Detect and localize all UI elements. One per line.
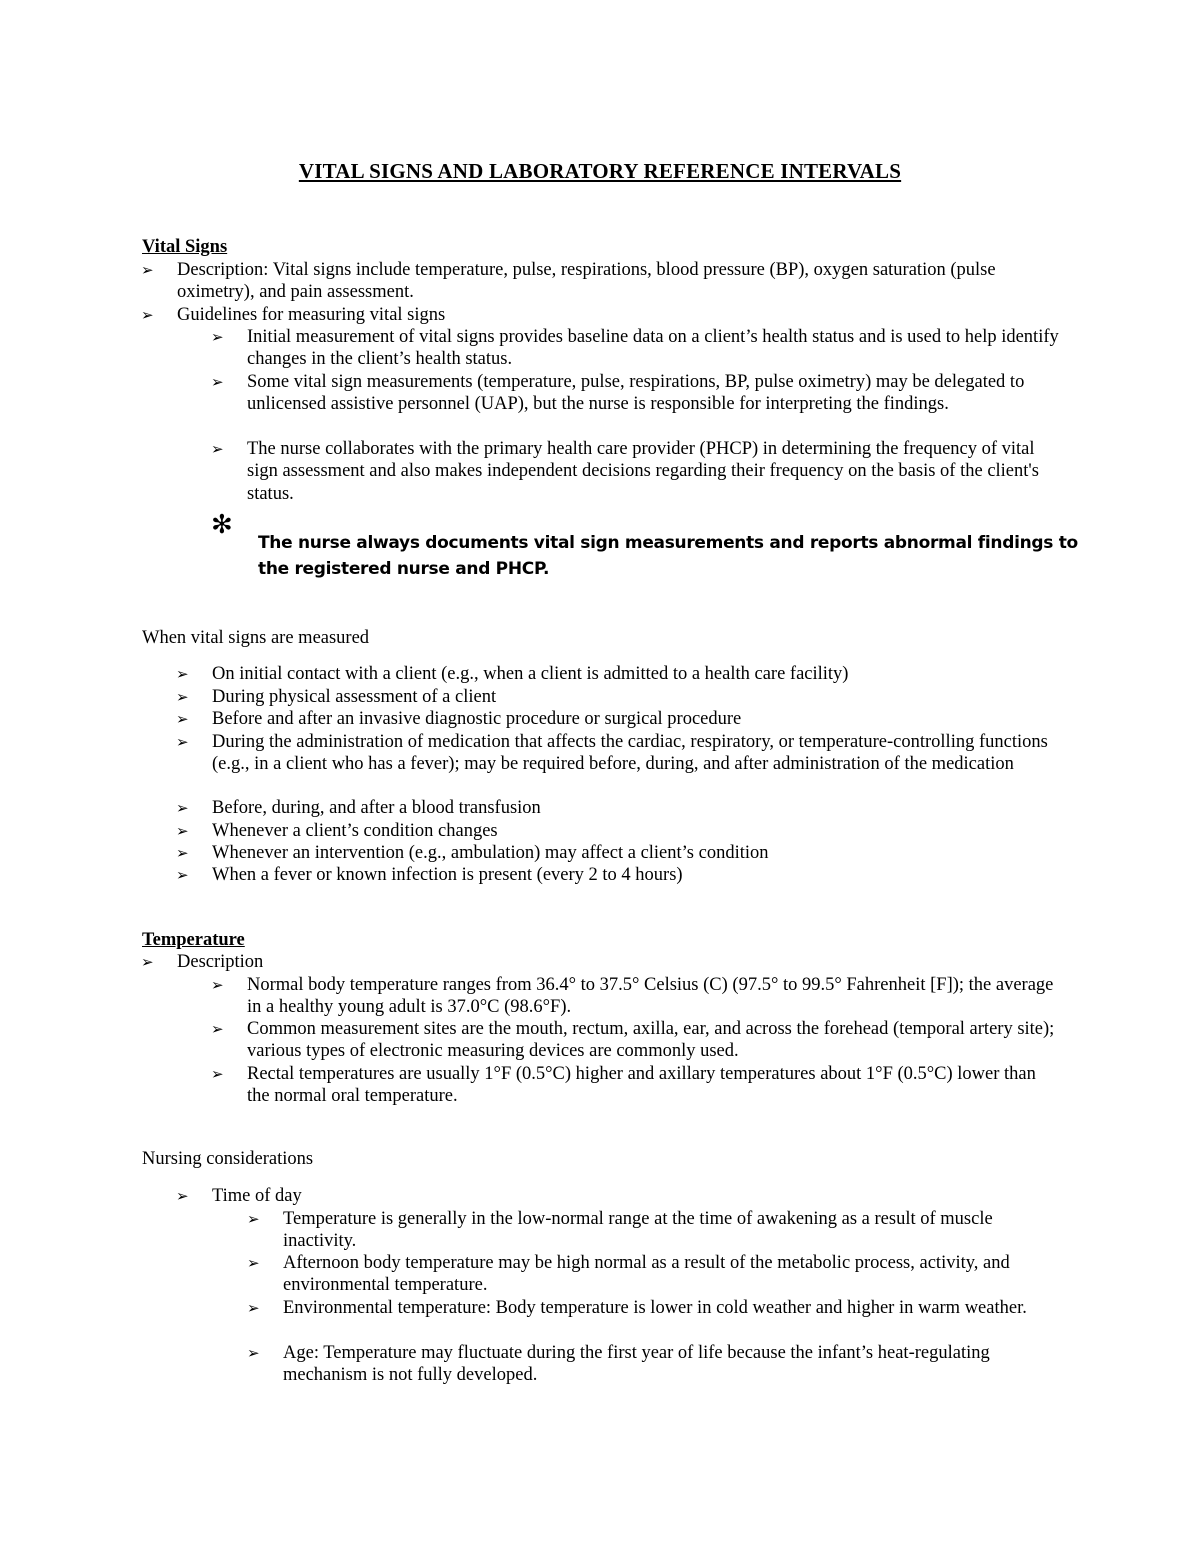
arrow-bullet-icon: ➢ bbox=[211, 440, 224, 458]
arrow-bullet-icon: ➢ bbox=[176, 688, 189, 706]
arrow-bullet-icon: ➢ bbox=[247, 1299, 260, 1317]
list-item bbox=[211, 974, 1062, 1019]
arrow-bullet-icon: ➢ bbox=[211, 1065, 224, 1083]
time-of-day-label: Time of day bbox=[212, 1186, 302, 1206]
arrow-bullet-icon: ➢ bbox=[176, 866, 189, 884]
list-item bbox=[176, 686, 1062, 708]
list-item bbox=[176, 797, 1062, 819]
arrow-bullet-icon: ➢ bbox=[211, 1020, 224, 1038]
guideline-text: Some vital sign measurements (temperature, pulse, respirations, BP, pulse oximetry) may be delegated to unlicensed assistive personnel (UAP), but the nurse is responsible for interpreting the findings. bbox=[247, 372, 1025, 415]
list-item-text: Whenever a client’s condition changes bbox=[212, 821, 498, 841]
arrow-bullet-icon: ➢ bbox=[176, 665, 189, 683]
arrow-bullet-icon: ➢ bbox=[247, 1254, 260, 1272]
list-item bbox=[211, 1063, 1062, 1108]
list-item bbox=[247, 1297, 1068, 1319]
arrow-bullet-icon: ➢ bbox=[176, 822, 189, 840]
list-item-text: Common measurement sites are the mouth, rectum, axilla, ear, and across the forehead (temporal artery site); various types of electronic measuring devices are commonly used. bbox=[247, 1019, 1055, 1062]
list-item bbox=[176, 731, 1062, 776]
section-heading-nursing-considerations: Nursing considerations bbox=[142, 1149, 314, 1169]
list-item-text: Normal body temperature ranges from 36.4° to 37.5° Celsius (C) (97.5° to 99.5° Fahrenheit [F]); the average in a healthy young adult is 37.0°C (98.6°F). bbox=[247, 975, 1054, 1018]
section-heading-vital-signs: Vital Signs bbox=[142, 237, 228, 257]
arrow-bullet-icon: ➢ bbox=[211, 328, 224, 346]
list-item bbox=[176, 663, 1062, 685]
asterisk-icon: ✻ bbox=[211, 510, 233, 540]
section-heading-when-measured: When vital signs are measured bbox=[142, 628, 370, 648]
page-title: VITAL SIGNS AND LABORATORY REFERENCE INTERVALS bbox=[298, 159, 902, 183]
guideline-text: Initial measurement of vital signs provides baseline data on a client’s health status and is used to help identify changes in the client’s health status. bbox=[247, 327, 1059, 370]
list-item bbox=[211, 326, 1062, 371]
arrow-bullet-icon: ➢ bbox=[141, 306, 154, 324]
arrow-bullet-icon: ➢ bbox=[247, 1210, 260, 1228]
list-item bbox=[211, 371, 1062, 416]
arrow-bullet-icon: ➢ bbox=[211, 976, 224, 994]
arrow-bullet-icon: ➢ bbox=[141, 261, 154, 279]
list-item bbox=[247, 1252, 1068, 1297]
list-item bbox=[176, 820, 1062, 842]
temperature-description-label: Description bbox=[177, 952, 264, 972]
guideline-text: The nurse collaborates with the primary health care provider (PHCP) in determining the frequency of vital sign assessment and also makes independent decisions regarding their frequency on the basis of the client's status. bbox=[247, 439, 1039, 504]
list-item bbox=[247, 1208, 1068, 1253]
list-item bbox=[176, 842, 1062, 864]
arrow-bullet-icon: ➢ bbox=[176, 799, 189, 817]
important-note: The nurse always documents vital sign measurements and reports abnormal findings to the registered nurse and PHCP. bbox=[258, 533, 1078, 579]
list-item-text: Rectal temperatures are usually 1°F (0.5°C) higher and axillary temperatures about 1°F (0.5°C) lower than the normal oral temperature. bbox=[247, 1064, 1036, 1107]
arrow-bullet-icon: ➢ bbox=[247, 1344, 260, 1362]
list-item bbox=[211, 1018, 1062, 1063]
arrow-bullet-icon: ➢ bbox=[176, 733, 189, 751]
list-item-text: On initial contact with a client (e.g., when a client is admitted to a health care facility) bbox=[212, 664, 849, 684]
guidelines-label: Guidelines for measuring vital signs bbox=[177, 305, 446, 325]
list-item-text: During the administration of medication that affects the cardiac, respiratory, or temperature-controlling functions (e.g., in a client who has a fever); may be required before, during, and after administration of the medication bbox=[212, 732, 1048, 775]
list-item bbox=[176, 1185, 1062, 1207]
list-item-text: Before and after an invasive diagnostic procedure or surgical procedure bbox=[212, 709, 742, 729]
list-item bbox=[141, 951, 1007, 973]
list-item-text: Afternoon body temperature may be high normal as a result of the metabolic process, activity, and environmental temperature. bbox=[283, 1253, 1010, 1296]
list-item bbox=[247, 1342, 1068, 1387]
list-item-text: During physical assessment of a client bbox=[212, 687, 497, 707]
list-item bbox=[176, 864, 1062, 886]
list-item-text: Before, during, and after a blood transfusion bbox=[212, 798, 541, 818]
arrow-bullet-icon: ➢ bbox=[141, 953, 154, 971]
list-item bbox=[141, 259, 1007, 304]
arrow-bullet-icon: ➢ bbox=[176, 1187, 189, 1205]
list-item bbox=[176, 708, 1062, 730]
section-heading-temperature: Temperature bbox=[142, 930, 245, 950]
list-item-text: Age: Temperature may fluctuate during the first year of life because the infant’s heat-regulating mechanism is not fully developed. bbox=[283, 1343, 990, 1386]
arrow-bullet-icon: ➢ bbox=[211, 373, 224, 391]
vital-signs-description: Description: Vital signs include temperature, pulse, respirations, blood pressure (BP), oxygen saturation (pulse oximetry), and pain assessment. bbox=[177, 260, 996, 303]
list-item-text: When a fever or known infection is present (every 2 to 4 hours) bbox=[212, 865, 683, 885]
list-item-text: Environmental temperature: Body temperature is lower in cold weather and higher in warm weather. bbox=[283, 1298, 1027, 1318]
arrow-bullet-icon: ➢ bbox=[176, 844, 189, 862]
list-item-text: Whenever an intervention (e.g., ambulation) may affect a client’s condition bbox=[212, 843, 769, 863]
arrow-bullet-icon: ➢ bbox=[176, 710, 189, 728]
list-item bbox=[141, 304, 1007, 326]
list-item bbox=[211, 438, 1062, 505]
list-item-text: Temperature is generally in the low-normal range at the time of awakening as a result of muscle inactivity. bbox=[283, 1209, 993, 1252]
